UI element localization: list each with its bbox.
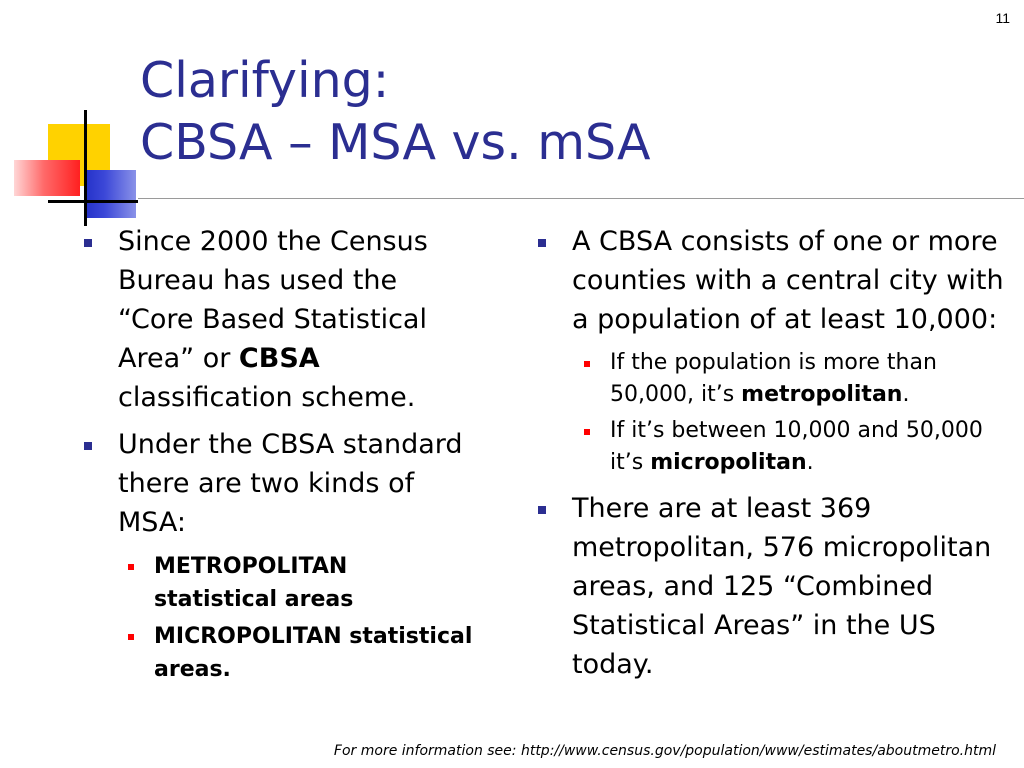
list-item-micropolitan-threshold [578,415,1007,479]
threshold-punct: . [902,382,910,407]
title-divider [138,198,1024,199]
footer-source-note: For more information see: http://www.census.gov/population/www/estimates/aboutmetro.html [333,743,996,759]
slide-title [140,50,650,174]
list-item-metropolitan-threshold [578,347,1007,411]
left-column [78,222,478,696]
horizontal-line-short [48,200,138,203]
threshold-text: If the population is more than 50,000, it’s [610,350,937,407]
msa-kinds-list [78,550,478,686]
bullet-cbsa-standard: Under the CBSA standard there are two kinds of MSA: [78,425,478,542]
threshold-punct: . [806,450,814,475]
threshold-term: micropolitan [650,450,807,475]
vertical-line [84,110,87,226]
bullet-census-cbsa [78,222,478,417]
threshold-term: metropolitan [741,382,903,407]
list-item-micropolitan: MICROPOLITAN statistical areas. [122,620,478,686]
threshold-text: If it’s between 10,000 and 50,000 it’s [610,418,983,475]
population-thresholds-list [532,347,1007,479]
bullet-cbsa-definition: A CBSA consists of one or more counties with a central city with a population of at least 10,000: [532,222,1007,339]
title-line-2: CBSA – MSA vs. mSA [140,114,651,171]
bullet-area-counts: There are at least 369 metropolitan, 576 micropolitan areas, and 125 “Combined Statistical Areas” in the US today. [532,489,1007,684]
bullet-text: Since 2000 the Census Bureau has used the “Core Based Statistical Area” or [118,226,428,374]
slide-number: 11 [995,10,1010,26]
list-item-metropolitan: METROPOLITAN statistical areas [122,550,478,616]
bullet-bold-term: CBSA [238,343,320,374]
bullet-text-end: classification scheme. [118,382,416,413]
title-line-1: Clarifying: [140,52,390,109]
right-column [532,222,1007,692]
red-gradient-bar [14,160,80,196]
blue-gradient-square [84,170,136,218]
